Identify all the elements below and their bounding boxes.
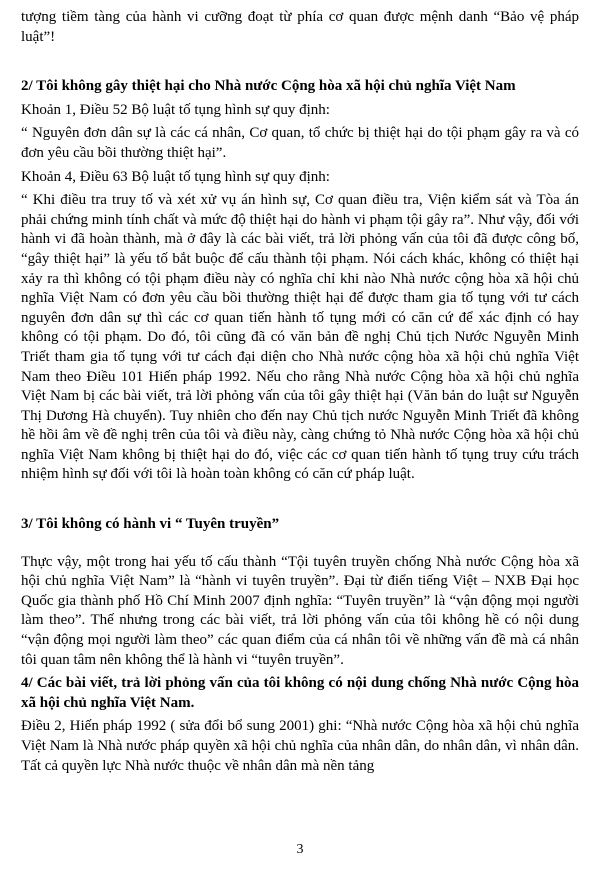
section-4-body: Điều 2, Hiến pháp 1992 ( sửa đổi bổ sung 2001) ghi: “Nhà nước Cộng hòa xã hội chủ nghĩa Việt Nam là Nhà nước pháp quyền xã hội chủ nghĩa của nhân dân, do nhân dân, vì nhân dân. Tất cả quyền lực Nhà nước thuộc về nhân dân mà nền tảng	[21, 718, 579, 774]
intro-paragraph: tượng tiềm tàng của hành vi cưỡng đoạt từ phía cơ quan được mệnh danh “Bảo vệ pháp luật”!	[21, 9, 579, 45]
document-page	[21, 8, 579, 776]
section-3-heading: 3/ Tôi không có hành vi “ Tuyên truyền”	[21, 516, 280, 533]
page-number: 3	[296, 842, 304, 857]
section-4-heading: 4/ Các bài viết, trả lời phỏng vấn của tôi không có nội dung chống Nhà nước Cộng hòa xã hội chủ nghĩa Việt Nam.	[21, 675, 579, 711]
section-2-citation-2: Khoản 4, Điều 63 Bộ luật tố tụng hình sự quy định:	[21, 168, 330, 185]
section-2-body: “ Khi điều tra truy tố và xét xử vụ án hình sự, Cơ quan điều tra, Viện kiểm sát và Tòa án phải chứng minh tính chất và mức độ thiệt hại do hành vi phạm tội gây ra”. Như vậy, đối với hành vi đã hoàn thành, mà ở đây là các bài viết, trả lời phỏng vấn của tôi đã được công bố, “gây thiệt hại” là yếu tố bắt buộc để cấu thành tội phạm. Nói cách khác, không có thiệt hại xảy ra thì không có tội phạm điều này có nghĩa chỉ khi nào Nhà nước cộng hòa xã hội chủ nghĩa Việt Nam có đơn yêu cầu bồi thường thiệt hại để được tham gia tố tụng với tư cách nguyên đơn dân sự thì các cơ quan tiến hành tố tụng mới có căn cứ để xác định có hay không có tội phạm. Do đó, tôi cũng đã có văn bản đề nghị Chủ tịch Nước Nguyễn Minh Triết tham gia tố tụng với tư cách đại diện cho Nhà nước cộng hòa xã hội chủ nghĩa Việt Nam theo Điều 101 Hiến pháp 1992. Nếu cho rằng Nhà nước Cộng hòa xã hội chủ nghĩa Việt Nam bị các bài viết, trả lời phỏng vấn của tôi gây thiệt hại (Văn bản do luật sư Nguyễn Thị Dương Hà chuyển). Tuy nhiên cho đến nay Chủ tịch nước Nguyễn Minh Triết đã không hề hồi âm về đề nghị trên của tôi và điều này, càng chứng tỏ Nhà nước Cộng hòa xã hội chủ nghĩa Việt Nam không bị thiệt hại do đó, việc các cơ quan tiến hành tố tụng truy cứu trách nhiệm hình sự đối với tôi là hoàn toàn không có căn cứ pháp luật.	[21, 192, 579, 483]
section-2-heading: 2/ Tôi không gây thiệt hại cho Nhà nước Cộng hòa xã hội chủ nghĩa Việt Nam	[21, 78, 516, 95]
section-2-quote-1: “ Nguyên đơn dân sự là các cá nhân, Cơ quan, tổ chức bị thiệt hại do tội phạm gây ra và có đơn yêu cầu bồi thường thiệt hại”.	[21, 125, 579, 161]
section-3-body: Thực vậy, một trong hai yếu tố cấu thành “Tội tuyên truyền chống Nhà nước Cộng hòa xã hội chủ nghĩa Việt Nam” là “hành vi tuyên truyền”. Đại từ điển tiếng Việt – NXB Đại học Quốc gia thành phố Hồ Chí Minh 2007 định nghĩa: “Tuyên truyền” là “vận động mọi người làm theo”. Thế nhưng trong các bài viết, trả lời phỏng vấn của tôi không hề có nội dung “vận động mọi người làm theo” các quan điểm của cá nhân tôi về những vấn đề mà cá nhân tôi quan tâm nên không thể là hành vi “tuyên truyền”.	[21, 553, 579, 668]
section-2-citation-1: Khoản 1, Điều 52 Bộ luật tố tụng hình sự quy định:	[21, 101, 330, 118]
